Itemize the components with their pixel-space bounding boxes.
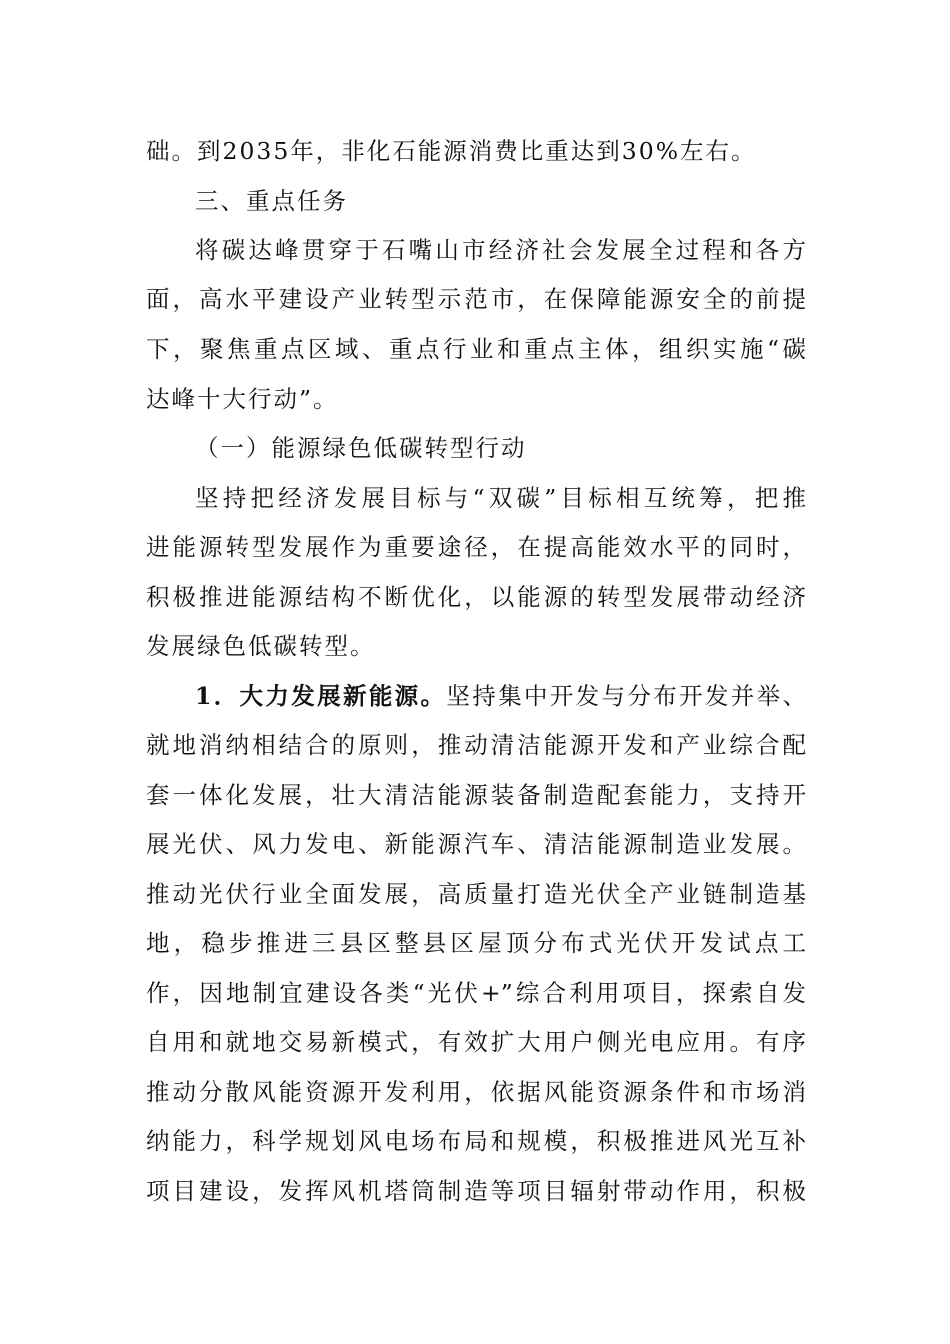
paragraph-line: 地，稳步推进三县区整县区屋顶分布式光伏开发试点工 [146,929,806,957]
paragraph-line: 达峰十大行动”。 [146,385,339,413]
paragraph-line: 面，高水平建设产业转型示范市，在保障能源安全的前提 [146,285,806,313]
paragraph-line: 纳能力，科学规划风电场布局和规模，积极推进风光互补 [146,1127,806,1155]
paragraph-line: 推动光伏行业全面发展，高质量打造光伏全产业链制造基 [146,880,806,908]
paragraph-line: 套一体化发展，壮大清洁能源装备制造配套能力，支持开 [146,781,806,809]
paragraph-line: 项目建设，发挥风机塔筒制造等项目辐射带动作用，积极 [146,1177,806,1205]
paragraph-line: 作，因地制宜建设各类“光伏+”综合利用项目，探索自发 [146,979,806,1007]
subsection-heading: （一）能源绿色低碳转型行动 [195,434,527,462]
item-line [195,678,806,714]
paragraph-line: 发展绿色低碳转型。 [146,632,376,660]
paragraph-line: 展光伏、风力发电、新能源汽车、清洁能源制造业发展。 [146,830,806,858]
paragraph-line: 进能源转型发展作为重要途径，在提高能效水平的同时， [146,533,806,561]
paragraph-line: 推动分散风能资源开发利用，依据风能资源条件和市场消 [146,1078,806,1106]
item-title: 1．大力发展新能源。 [195,682,447,710]
paragraph-line: 下，聚焦重点区域、重点行业和重点主体，组织实施“碳 [146,335,806,363]
paragraph-line: 坚持把经济发展目标与“双碳”目标相互统筹，把推 [195,484,806,512]
section-heading: 三、重点任务 [195,187,348,215]
paragraph-line: 积极推进能源结构不断优化，以能源的转型发展带动经济 [146,583,806,611]
paragraph-line: 自用和就地交易新模式，有效扩大用户侧光电应用。有序 [146,1028,806,1056]
paragraph-line: 就地消纳相结合的原则，推动清洁能源开发和产业综合配 [146,731,806,759]
paragraph-line: 础。到2035年，非化石能源消费比重达到30%左右。 [146,137,757,165]
item-text: 坚持集中开发与分布开发并举、 [446,682,806,710]
paragraph-line: 将碳达峰贯穿于石嘴山市经济社会发展全过程和各方 [195,236,806,264]
